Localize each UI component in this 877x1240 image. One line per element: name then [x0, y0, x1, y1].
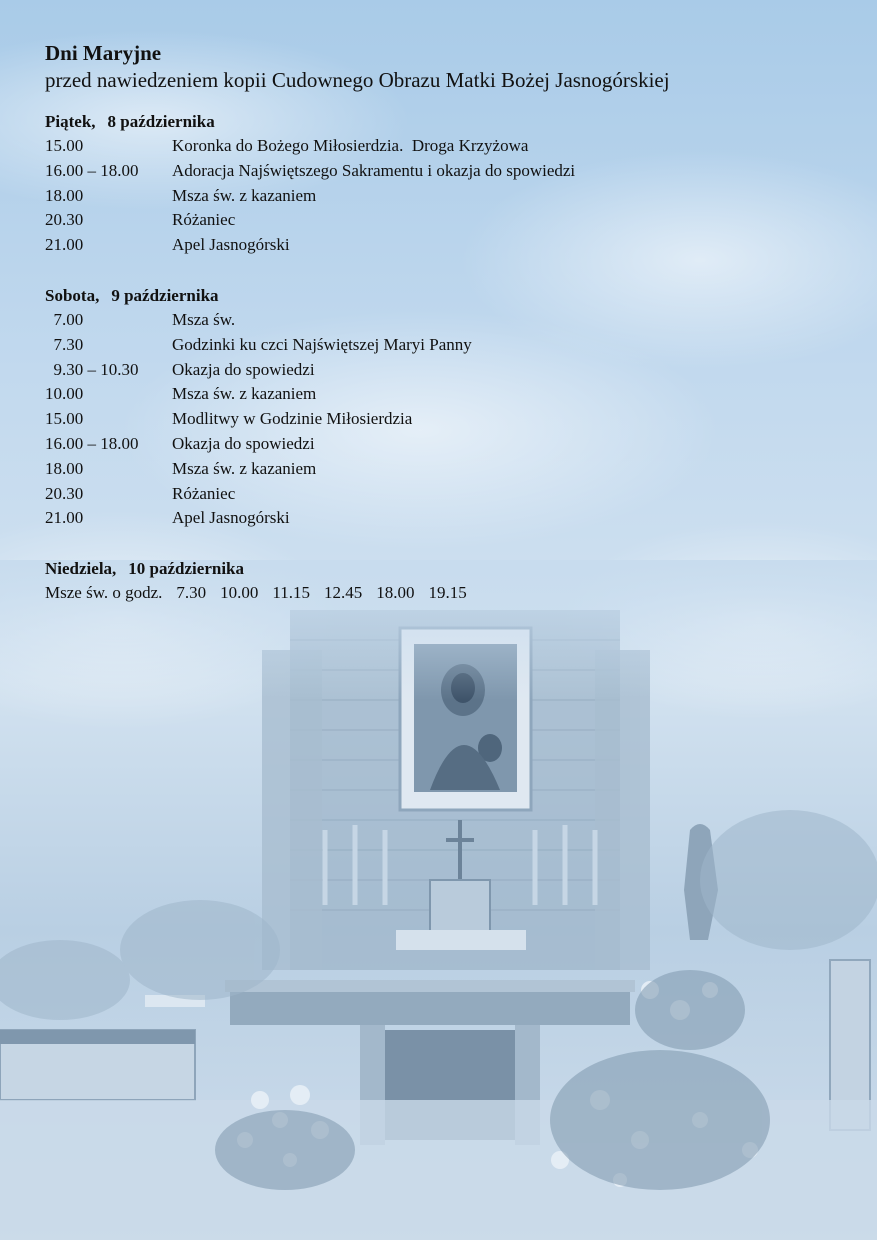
day-sunday: [45, 557, 845, 605]
day-date: 9 października: [111, 285, 219, 305]
schedule-row: [45, 382, 845, 407]
schedule-time: 16.00 – 18.00: [45, 433, 139, 453]
page-subtitle: przed nawiedzeniem kopii Cudownego Obrazu Matki Bożej Jasnogórskiej: [45, 68, 670, 92]
day-header: [45, 557, 845, 581]
day-name: Sobota,: [45, 285, 100, 305]
schedule-time: 21.00: [45, 235, 84, 255]
day-name: Niedziela,: [45, 559, 117, 579]
schedule-time: 15.00: [45, 409, 84, 429]
schedule-event: Adoracja Najświętszego Sakramentu i okazja do spowiedzi: [172, 160, 576, 180]
schedule-event: Msza św. z kazaniem: [172, 384, 317, 404]
schedule-row: [45, 208, 845, 233]
page-title: Dni Maryjne: [45, 41, 162, 65]
day-name: Piątek,: [45, 112, 96, 131]
mass-time: 12.45: [324, 583, 363, 603]
schedule-row: [45, 506, 845, 531]
schedule-row: [45, 407, 845, 432]
day-date: 8 października: [107, 112, 215, 131]
schedule-event: Msza św.: [172, 309, 236, 329]
day-header: [45, 284, 845, 308]
day-saturday: [45, 284, 845, 531]
schedule-time: 7.00: [45, 309, 84, 329]
schedule-event: Godzinki ku czci Najświętszej Maryi Panny: [172, 334, 472, 354]
mass-time: 19.15: [428, 583, 467, 603]
schedule-row: [45, 457, 845, 482]
schedule-event: Okazja do spowiedzi: [172, 359, 315, 379]
schedule-time: 9.30 – 10.30: [45, 359, 139, 379]
schedule-event: Koronka do Bożego Miłosierdzia. Droga Krzyżowa: [172, 136, 529, 155]
schedule-time: 18.00: [45, 458, 84, 478]
schedule-time: 15.00: [45, 136, 84, 155]
mass-time: 18.00: [376, 583, 415, 603]
schedule-time: 7.30: [45, 334, 84, 354]
schedule-time: 16.00 – 18.00: [45, 160, 139, 180]
schedule-event: Apel Jasnogórski: [172, 235, 290, 255]
day-header: [45, 110, 845, 134]
schedule-time: 10.00: [45, 384, 84, 404]
sunday-mass-times: [45, 581, 845, 605]
day-friday: [45, 110, 845, 258]
schedule-time: 21.00: [45, 508, 84, 528]
schedule-row: [45, 233, 845, 258]
schedule-event: Okazja do spowiedzi: [172, 433, 315, 453]
schedule-row: [45, 432, 845, 457]
mass-time: 11.15: [272, 583, 311, 603]
schedule-row: [45, 159, 845, 184]
schedule-event: Msza św. z kazaniem: [172, 185, 317, 205]
schedule-event: Różaniec: [172, 483, 236, 503]
schedule-event: Różaniec: [172, 210, 236, 230]
schedule-time: 18.00: [45, 185, 84, 205]
day-date: 10 października: [128, 559, 244, 579]
mass-label: Msze św. o godz.: [45, 583, 163, 603]
content: [45, 40, 845, 631]
mass-time: 10.00: [220, 583, 259, 603]
schedule-row: [45, 134, 845, 159]
schedule-row: [45, 333, 845, 358]
schedule-row: [45, 482, 845, 507]
schedule-row: [45, 184, 845, 209]
schedule-event: Msza św. z kazaniem: [172, 458, 317, 478]
schedule-event: Modlitwy w Godzinie Miłosierdzia: [172, 409, 413, 429]
schedule-time: 20.30: [45, 210, 84, 230]
schedule-row: [45, 308, 845, 333]
schedule-event: Apel Jasnogórski: [172, 508, 290, 528]
mass-time: 7.30: [176, 583, 207, 603]
schedule-row: [45, 358, 845, 383]
schedule-time: 20.30: [45, 483, 84, 503]
